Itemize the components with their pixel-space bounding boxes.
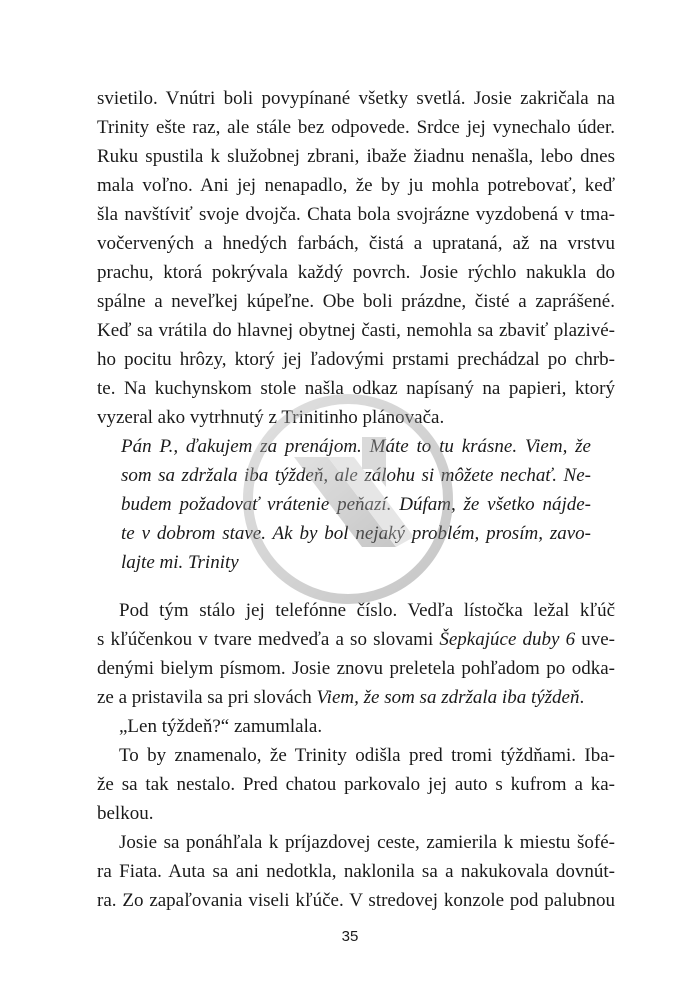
text-line: prachu, ktorá pokrývala každý povrch. Josie rýchlo nakukla do — [97, 262, 615, 283]
note-line: Pán P., ďakujem za prenájom. Máte to tu krásne. Viem, že — [121, 436, 591, 457]
paragraph-2 — [97, 596, 615, 915]
text-run: ze a pristavila sa pri slovách — [97, 687, 317, 708]
text-line: Pod tým stálo jej telefónne číslo. Vedľa lístočka ležal kľúč — [119, 600, 615, 621]
text-line: To by znamenalo, že Trinity odišla pred tromi týždňami. Iba- — [119, 745, 615, 766]
text-run: . — [579, 687, 585, 708]
text-line: te. Na kuchynskom stole našla odkaz napísaný na papieri, ktorý — [97, 378, 615, 399]
italic-run: Viem, že som sa zdržala iba týždeň — [316, 687, 580, 708]
text-line — [97, 683, 615, 712]
text-line: že sa tak nestalo. Pred chatou parkovalo jej auto s kufrom a ka- — [97, 774, 615, 795]
text-line: Keď sa vrátila do hlavnej obytnej časti, nemohla sa zbaviť plazivé- — [97, 320, 615, 341]
text-line: vyzeral ako vytrhnutý z Trinitinho plánovača. — [97, 407, 445, 428]
page-number: 35 — [341, 928, 359, 945]
text-line: šla navštíviť svoje dvojča. Chata bola svojrázne vyzdobená v tma- — [97, 204, 615, 225]
text-line: ho pocitu hrôzy, ktorý jej ľadovými prstami prechádzal po chrb- — [97, 349, 615, 370]
text-run: s kľúčenkou v tvare medveďa a so slovami — [97, 629, 440, 650]
text-run: uve- — [575, 629, 615, 650]
text-line: vočervených a hnedých farbách, čistá a uprataná, až na vrstvu — [97, 233, 615, 254]
text-line: mala voľno. Ani jej nenapadlo, že by ju mohla potrebovať, keď — [97, 175, 615, 196]
note-line: te v dobrom stave. Ak by bol nejaký problém, prosím, zavo- — [121, 523, 591, 544]
note-line: som sa zdržala iba týždeň, ale zálohu si môžete nechať. Ne- — [121, 465, 591, 486]
paragraph-1 — [97, 84, 615, 432]
text-line: denými bielym písmom. Josie znovu preletela pohľadom po odka- — [97, 658, 615, 679]
note-line: lajte mi. Trinity — [121, 552, 239, 573]
text-line: Ruku spustila k služobnej zbrani, ibaže žiadnu nenašla, lebo dnes — [97, 146, 615, 167]
text-line: svietilo. Vnútri boli povypínané všetky svetlá. Josie zakričala na — [97, 88, 615, 109]
text-line: Trinity ešte raz, ale stále bez odpovede. Srdce jej vynechalo úder. — [97, 117, 615, 138]
text-line: belkou. — [97, 803, 154, 824]
text-line: Josie sa ponáhľala k príjazdovej ceste, zamierila k miestu šofé- — [119, 832, 615, 853]
note-quote — [121, 432, 591, 577]
text-line — [97, 625, 615, 654]
dialogue-line: „Len týždeň?“ zamumlala. — [119, 716, 323, 737]
note-line: budem požadovať vrátenie peňazí. Dúfam, že všetko nájde- — [121, 494, 591, 515]
italic-run: Šepkajúce duby 6 — [439, 629, 576, 650]
text-line: ra Fiata. Auta sa ani nedotkla, naklonila sa a nakukovala dovnút- — [97, 861, 615, 882]
text-line: ra. Zo zapaľovania viseli kľúče. V stredovej konzole pod palubnou — [97, 890, 615, 911]
text-line: spálne a neveľkej kúpeľne. Obe boli prázdne, čisté a zaprášené. — [97, 291, 615, 312]
